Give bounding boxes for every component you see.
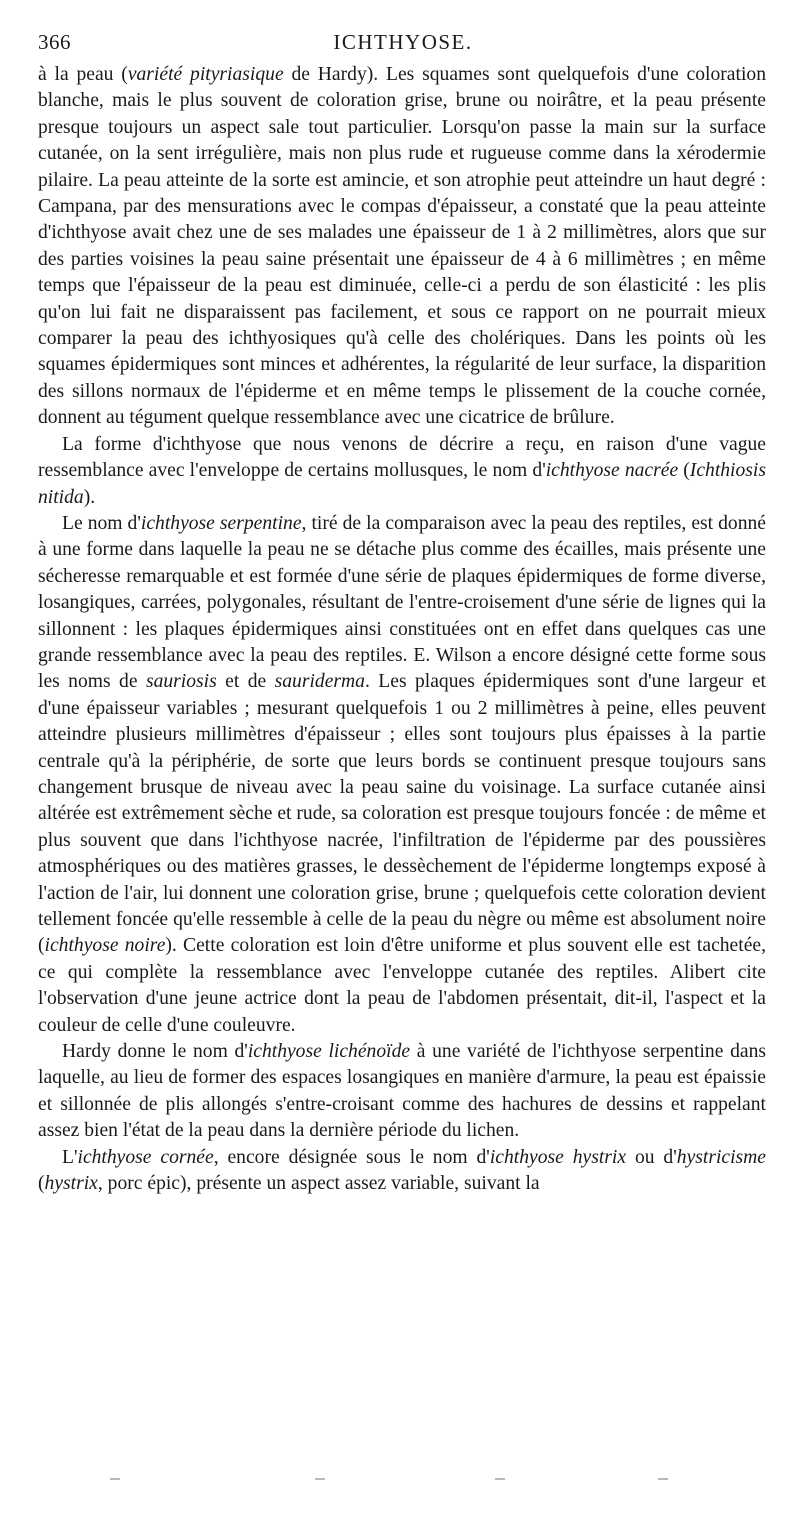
text-run: ou d'	[626, 1146, 677, 1168]
running-title: ICHTHYOSE.	[333, 30, 473, 54]
italic-term: ichthyose noire	[44, 935, 166, 957]
text-run: L'	[62, 1146, 78, 1168]
italic-term: Ichthiosis nitida	[38, 460, 766, 508]
text-run: ).	[83, 486, 96, 508]
paragraph-ichthyose-cornee	[38, 1145, 766, 1198]
text-run: (	[678, 460, 690, 482]
text-run: Le nom d'	[62, 512, 141, 534]
italic-term: ichthyose cornée	[77, 1146, 214, 1168]
paragraph-ichthyose-lichenoide	[38, 1039, 766, 1145]
page-number: 366	[38, 30, 71, 54]
text-run: , porc épic), présente un aspect assez variable, suivant la	[97, 1173, 540, 1195]
italic-term: ichthyose nacrée	[545, 460, 679, 482]
text-run: à la peau (	[38, 64, 128, 85]
italic-term: ichthyose serpentine	[140, 512, 302, 534]
italic-term: variété pityriasique	[127, 64, 284, 85]
text-run: et de	[216, 671, 275, 693]
paragraph-ichthyose-serpentine	[38, 511, 766, 1039]
italic-term: hystrix	[44, 1173, 98, 1195]
italic-term: hystricisme	[676, 1146, 767, 1168]
text-run: , tiré de la comparaison avec la peau des reptiles, est donné à une forme dans laquelle la peau ne se détache plus comme des écailles, mais présente une sécheresse remarquable et est formée d'une série de plaques épidermiques de forme diverse, losangiques, carrées, polygonales, résultant de l'entre-croisement d'une série de lignes qui la sillonnent : les plaques épidermiques ainsi constituées ont en effet dans quelques cas une grande ressemblance avec la peau des reptiles. E. Wilson a encore désigné cette forme sous les noms de	[38, 512, 766, 693]
text-run: . Les plaques épidermiques sont d'une largeur et d'une épaisseur variables ; mesurant quelquefois 1 ou 2 millimètres à peine, elles peuvent atteindre plusieurs millimètres d'épaisseur ; elles sont toujours plus épaisses à la partie centrale qu'à la périphérie, de sorte que leurs bords se continuent presque toujours sans changement brusque de niveau avec la peau saine du voisinage. La surface cutanée ainsi altérée est extrêmement sèche et rude, sa coloration est presque toujours foncée : de même et plus souvent que dans l'ichthyose nacrée, l'infiltration de l'épiderme par des poussières atmosphériques ou des matières grasses, le dessèchement de l'épiderme longtemps exposé à l'action de l'air, lui donnent une coloration grise, brune ; quelquefois cette coloration devient tellement foncée qu'elle ressemble à celle de la peau du nègre ou même est absolument noire (	[38, 671, 766, 957]
text-run: de Hardy). Les squames sont quelquefois d'une coloration blanche, mais le plus souvent de coloration grise, brune ou noirâtre, et la peau présente presque toujours un aspect sale tout particulier. Lorsqu'on passe la main sur la surface cutanée, on la sent irrégulière, mais non plus rude et rugueuse comme dans la xérodermie pilaire. La peau atteinte de la sorte est amincie, et son atrophie peut atteindre un haut degré : Campana, par des mensurations avec le compas d'épaisseur, a constaté que la peau atteinte d'ichthyose avait chez une de ses malades une épaisseur de 1 à 2 millimètres, alors que sur des parties voisines la peau saine présentait une épaisseur de 4 à 6 millimètres ; en même temps que l'épaisseur de la peau est diminuée, celle-ci a perdu de son élasticité : les plis qu'on lui fait ne disparaissent pas facilement, et sous ce rapport on ne pourrait mieux comparer la peau des ichthyosiques qu'à celle des cholériques. Dans les points où les squames épidermiques sont minces et adhérentes, la régularité de leur surface, la disparition des sillons normaux de l'épiderme et en même temps le plissement de la couche cornée, donnent au tégument quelque ressemblance avec une cicatrice de brûlure.	[38, 64, 766, 429]
print-mark	[315, 1478, 325, 1480]
text-run: à une variété de l'ichthyose serpentine dans laquelle, au lieu de former des espaces losangiques en manière d'armure, la peau est épaissie et sillonnée de plis allongés s'entre-croisant comme des hachures de dessins et rappelant assez bien l'état de la peau dans la dernière période du lichen.	[38, 1041, 766, 1142]
italic-term: sauriosis	[145, 671, 217, 693]
print-mark	[658, 1478, 668, 1480]
paragraph-pityriasique	[38, 62, 766, 432]
text-run: , encore désignée sous le nom d'	[213, 1146, 490, 1168]
paragraph-ichthyose-nacree	[38, 432, 766, 511]
body-text	[38, 62, 766, 1197]
footer-print-marks	[110, 1478, 670, 1488]
print-mark	[110, 1478, 120, 1480]
text-run: ). Cette coloration est loin d'être uniforme et plus souvent elle est tachetée, ce qui complète la ressemblance avec l'enveloppe cutanée des reptiles. Alibert cite l'observation d'une jeune actrice dont la peau de l'abdomen présentait, dit-il, l'aspect et la couleur de celle d'une couleuvre.	[38, 935, 766, 1036]
text-run: La forme d'ichthyose que nous venons de décrire a reçu, en raison d'une vague ressemblance avec l'enveloppe de certains mollusques, le nom d'	[38, 433, 766, 482]
text-run: (	[38, 1173, 45, 1195]
running-head	[38, 30, 768, 58]
italic-term: ichthyose lichénoïde	[247, 1041, 411, 1063]
print-mark	[495, 1478, 505, 1480]
italic-term: ichthyose hystrix	[489, 1146, 627, 1168]
italic-term: sauriderma	[274, 671, 365, 693]
text-run: Hardy donne le nom d'	[62, 1041, 248, 1063]
